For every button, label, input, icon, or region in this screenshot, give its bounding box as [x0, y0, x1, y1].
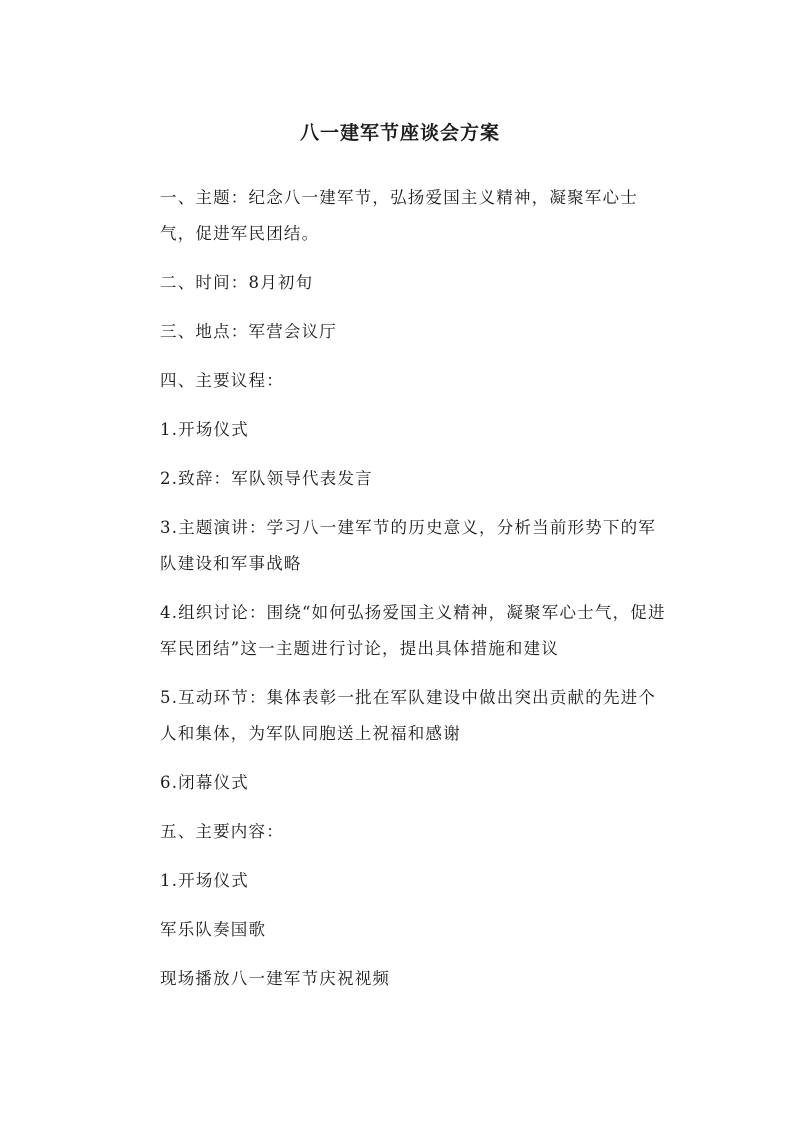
agenda-item-4: 4.组织讨论：围绕“如何弘扬爱国主义精神，凝聚军心士气，促进军民团结”这一主题进行讨论，提出具体措施和建议 — [160, 603, 666, 658]
section-location: 三、地点：军营会议厅 — [160, 322, 337, 341]
agenda-item-3: 3.主题演讲：学习八一建军节的历史意义，分析当前形势下的军队建设和军事战略 — [160, 518, 657, 573]
agenda-item-2: 2.致辞：军队领导代表发言 — [160, 469, 373, 488]
document-body — [160, 180, 670, 1010]
section-content-heading: 五、主要内容： — [160, 822, 284, 841]
agenda-item-5: 5.互动环节：集体表彰一批在军队建设中做出突出贡献的先进个人和集体，为军队同胞送上祝福和感谢 — [160, 688, 657, 743]
content-line-anthem: 军乐队奏国歌 — [160, 920, 267, 939]
document-title: 八一建军节座谈会方案 — [299, 122, 500, 144]
agenda-item-1: 1.开场仪式 — [160, 420, 249, 439]
section-theme: 一、主题：纪念八一建军节，弘扬爱国主义精神，凝聚军心士气，促进军民团结。 — [160, 188, 638, 243]
content-item-1: 1.开场仪式 — [160, 871, 249, 890]
agenda-item-6: 6.闭幕仪式 — [160, 773, 249, 792]
content-line-video: 现场播放八一建军节庆祝视频 — [160, 969, 391, 988]
section-agenda-heading: 四、主要议程： — [160, 371, 284, 390]
section-time: 二、时间：8月初旬 — [160, 273, 314, 292]
